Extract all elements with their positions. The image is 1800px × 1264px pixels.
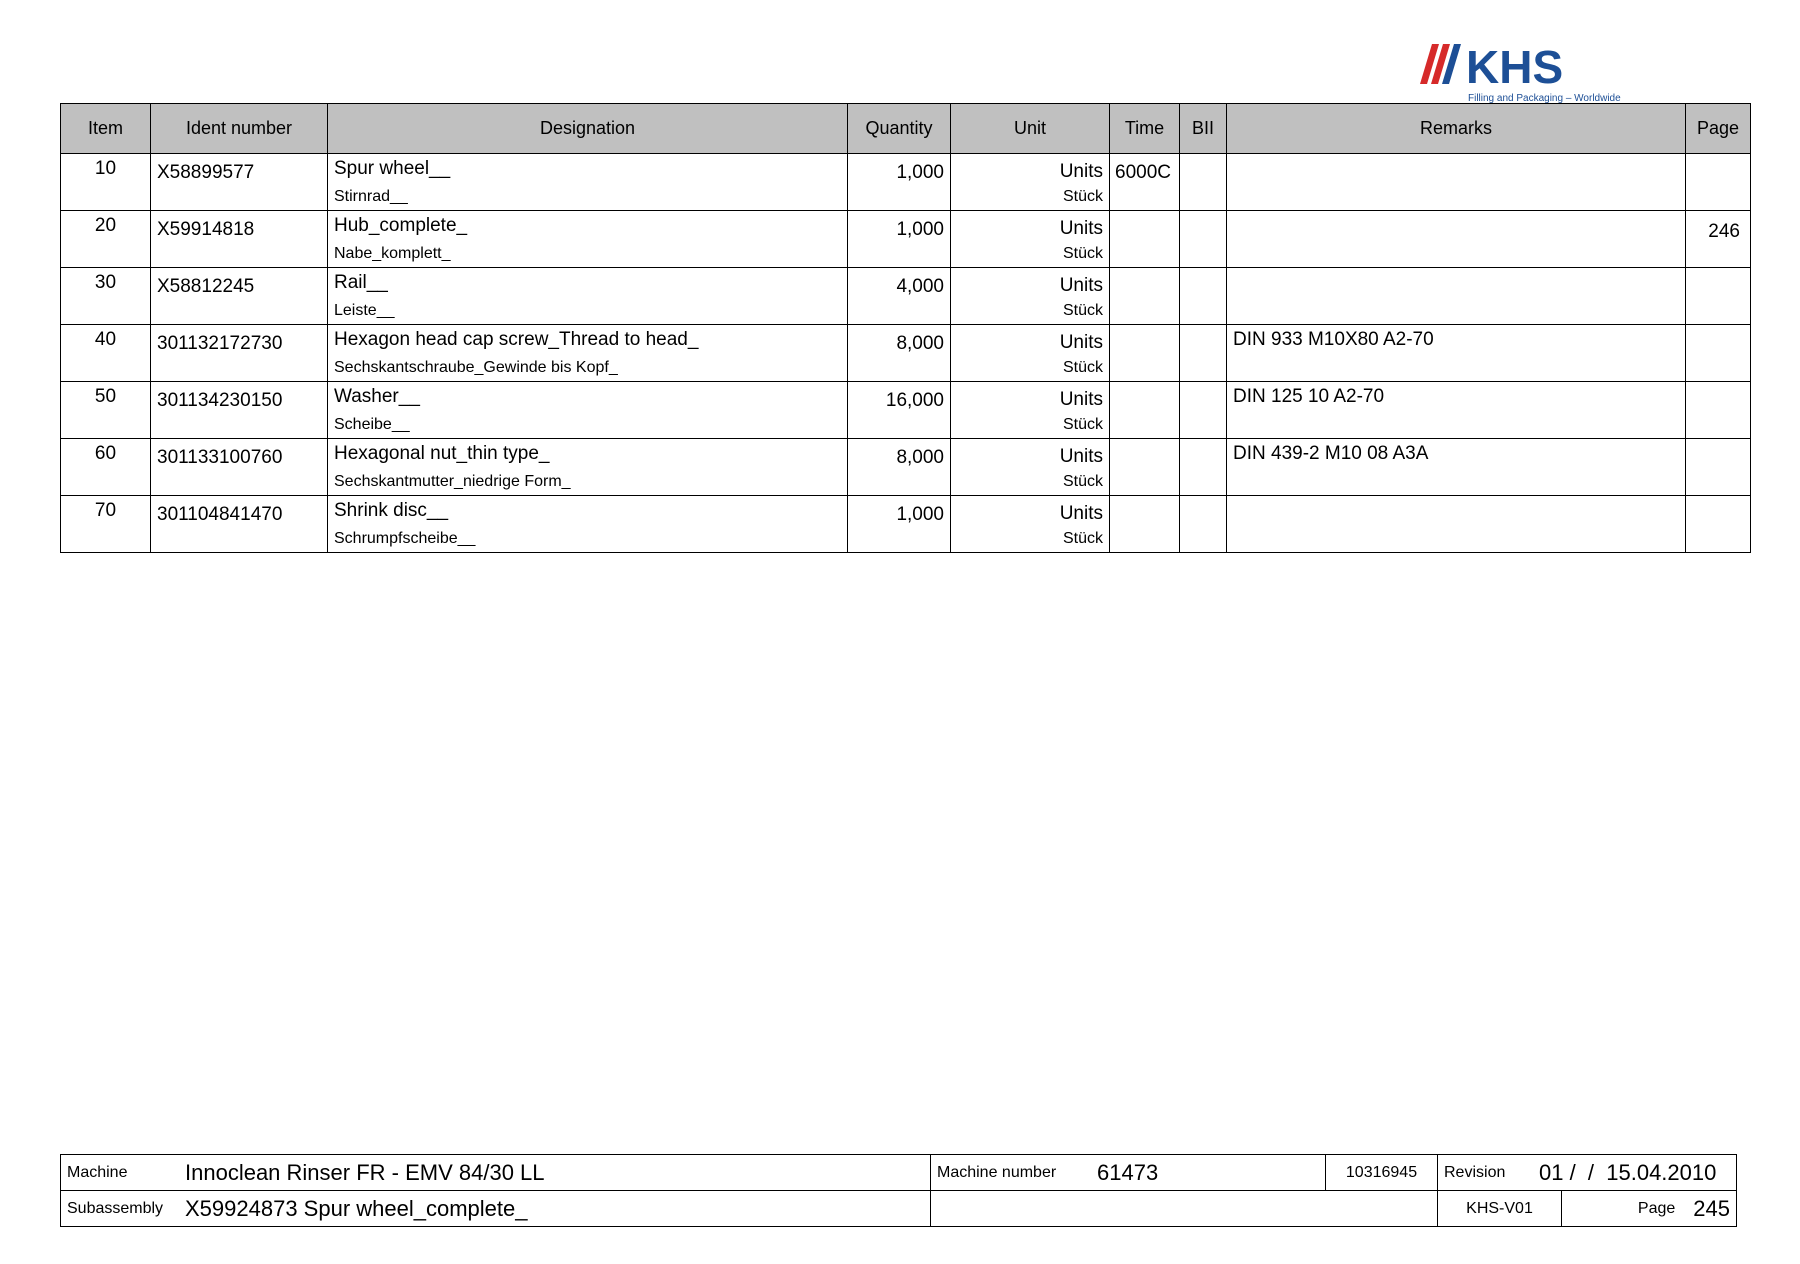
bii-cell [1180,439,1227,496]
title-block-row-2 [61,1191,1737,1227]
item-cell [61,268,151,325]
item-cell [61,496,151,553]
revision-label: Revision [1444,1163,1506,1181]
unit-en: Units [1059,218,1103,239]
remarks-cell [1227,439,1686,496]
page-ref-cell [1686,496,1751,553]
ident-cell [151,268,328,325]
item-number: 70 [94,500,117,521]
quantity-cell [848,439,951,496]
table-row [61,211,1751,268]
page-ref-value [1686,268,1750,278]
machine-number-label: Machine number [937,1163,1057,1181]
unit-en: Units [1059,446,1103,467]
ident-cell [151,211,328,268]
time-cell [1110,268,1180,325]
ident-number: 301104841470 [157,504,283,525]
time-cell [1110,496,1180,553]
page-ref-cell [1686,211,1751,268]
page-ref-cell [1686,439,1751,496]
subassembly-cell [61,1191,931,1227]
table-row [61,496,1751,553]
logo-wordmark: KHS [1466,41,1564,93]
item-number: 60 [94,443,117,464]
bii-cell [1180,268,1227,325]
remarks-value [1227,496,1685,500]
remarks-value: DIN 439-2 M10 08 A3A [1233,443,1429,464]
unit-cell [951,154,1110,211]
machine-value: Innoclean Rinser FR - EMV 84/30 LL [185,1159,545,1185]
unit-cell [951,268,1110,325]
bii-cell [1180,325,1227,382]
table-row [61,382,1751,439]
designation-de: Sechskantschraube_Gewinde bis Kopf_ [334,359,618,376]
page-label: Page [1637,1199,1676,1217]
quantity-value: 4,000 [896,276,944,297]
table-row [61,325,1751,382]
header-page: Page [1686,104,1751,154]
time-value [1110,382,1179,390]
unit-cell [951,211,1110,268]
designation-en: Hub_complete_ [334,215,468,236]
page-ref-cell [1686,154,1751,211]
unit-de: Stück [1062,188,1103,205]
designation-cell [328,496,848,553]
remarks-cell [1227,496,1686,553]
page-ref-value [1686,382,1750,392]
header-bii: BII [1180,104,1227,154]
table-row [61,154,1751,211]
title-block-row-1 [61,1155,1737,1191]
item-number: 10 [94,158,117,179]
unit-de: Stück [1062,416,1103,433]
designation-en: Shrink disc__ [334,500,449,521]
page-ref-cell [1686,382,1751,439]
quantity-value: 8,000 [896,333,944,354]
table-row [61,268,1751,325]
designation-cell [328,154,848,211]
designation-de: Sechskantmutter_niedrige Form_ [334,473,571,490]
time-cell [1110,382,1180,439]
remarks-value [1227,211,1685,215]
remarks-value [1227,268,1685,272]
unit-de: Stück [1062,530,1103,547]
item-number: 30 [94,272,117,293]
designation-cell [328,325,848,382]
quantity-cell [848,382,951,439]
page-ref-value [1686,439,1750,449]
header-designation: Designation [328,104,848,154]
table-row [61,439,1751,496]
remarks-value [1227,154,1685,158]
designation-de: Schrumpfscheibe__ [334,530,476,547]
designation-en: Rail__ [334,272,388,293]
quantity-cell [848,496,951,553]
ident-number: 301134230150 [157,390,283,411]
ident-number: X58899577 [157,162,255,183]
designation-de: Leiste__ [334,302,395,319]
quantity-value: 1,000 [896,162,944,183]
remarks-cell [1227,268,1686,325]
quantity-cell [848,325,951,382]
quantity-cell [848,211,951,268]
subassembly-value: X59924873 Spur wheel_complete_ [185,1195,528,1221]
item-number: 40 [94,329,117,350]
unit-de: Stück [1062,473,1103,490]
time-value [1110,439,1179,447]
bii-cell [1180,154,1227,211]
time-value: 6000C [1115,162,1171,183]
item-cell [61,382,151,439]
designation-en: Hexagonal nut_thin type_ [334,443,550,464]
ident-cell [151,496,328,553]
table-header-row [61,104,1751,154]
quantity-value: 1,000 [896,219,944,240]
page-value: 245 [1693,1195,1730,1221]
parts-list-table [60,103,1751,553]
ident-cell [151,439,328,496]
machine-label: Machine [67,1163,128,1181]
unit-de: Stück [1062,302,1103,319]
ident-cell [151,154,328,211]
time-value [1110,496,1179,504]
page-ref-value [1686,496,1750,506]
header-time: Time [1110,104,1180,154]
header-item: Item [61,104,151,154]
designation-cell [328,439,848,496]
ident-cell [151,325,328,382]
item-number: 20 [94,215,117,236]
designation-en: Hexagon head cap screw_Thread to head_ [334,329,699,350]
unit-en: Units [1059,161,1103,182]
bii-cell [1180,496,1227,553]
page-ref-cell [1686,268,1751,325]
time-value [1110,325,1179,333]
item-cell [61,211,151,268]
time-value [1110,268,1179,276]
remarks-value: DIN 933 M10X80 A2-70 [1233,329,1434,350]
revision-cell [1438,1155,1737,1191]
machine-number-cell [931,1155,1326,1191]
item-cell [61,439,151,496]
quantity-cell [848,268,951,325]
unit-cell [951,439,1110,496]
item-cell [61,154,151,211]
unit-de: Stück [1062,359,1103,376]
item-number: 50 [94,386,117,407]
quantity-value: 16,000 [885,390,944,411]
page-ref-value [1686,325,1750,335]
subassembly-label: Subassembly [67,1199,164,1217]
time-cell [1110,439,1180,496]
item-cell [61,325,151,382]
machine-number-value: 61473 [1097,1159,1159,1185]
unit-cell [951,496,1110,553]
ident-cell [151,382,328,439]
bii-cell [1180,211,1227,268]
logo-tagline: Filling and Packaging – Worldwide [1468,93,1621,104]
designation-en: Washer__ [334,386,420,407]
unit-cell [951,325,1110,382]
remarks-cell [1227,211,1686,268]
order-number: 10316945 [1326,1155,1438,1191]
quantity-value: 8,000 [896,447,944,468]
ident-number: 301133100760 [157,447,283,468]
empty-cell [931,1191,1438,1227]
unit-en: Units [1059,503,1103,524]
page-ref-value: 246 [1708,221,1740,242]
designation-cell [328,211,848,268]
remarks-cell [1227,382,1686,439]
page-ref-cell [1686,325,1751,382]
title-block [60,1154,1737,1227]
khs-logo [1416,40,1622,106]
designation-en: Spur wheel__ [334,158,451,179]
ident-number: 301132172730 [157,333,283,354]
ident-number: X59914818 [157,219,255,240]
unit-de: Stück [1062,245,1103,262]
designation-cell [328,268,848,325]
header-remarks: Remarks [1227,104,1686,154]
designation-cell [328,382,848,439]
unit-en: Units [1059,389,1103,410]
designation-de: Scheibe__ [334,416,410,433]
designation-de: Stirnrad__ [334,188,408,205]
unit-en: Units [1059,332,1103,353]
bii-cell [1180,382,1227,439]
time-cell [1110,154,1180,211]
header-ident-number: Ident number [151,104,328,154]
header-unit: Unit [951,104,1110,154]
unit-en: Units [1059,275,1103,296]
remarks-cell [1227,154,1686,211]
page-cell [1562,1191,1737,1227]
time-cell [1110,211,1180,268]
remarks-cell [1227,325,1686,382]
standard-code: KHS-V01 [1438,1191,1562,1227]
ident-number: X58812245 [157,276,255,297]
revision-value: 01 / / 15.04.2010 [1539,1159,1717,1185]
designation-de: Nabe_komplett_ [334,245,451,262]
time-value [1110,211,1179,219]
header-quantity: Quantity [848,104,951,154]
remarks-value: DIN 125 10 A2-70 [1233,386,1385,407]
time-cell [1110,325,1180,382]
page-ref-value [1686,154,1750,164]
quantity-value: 1,000 [896,504,944,525]
quantity-cell [848,154,951,211]
machine-cell [61,1155,931,1191]
unit-cell [951,382,1110,439]
